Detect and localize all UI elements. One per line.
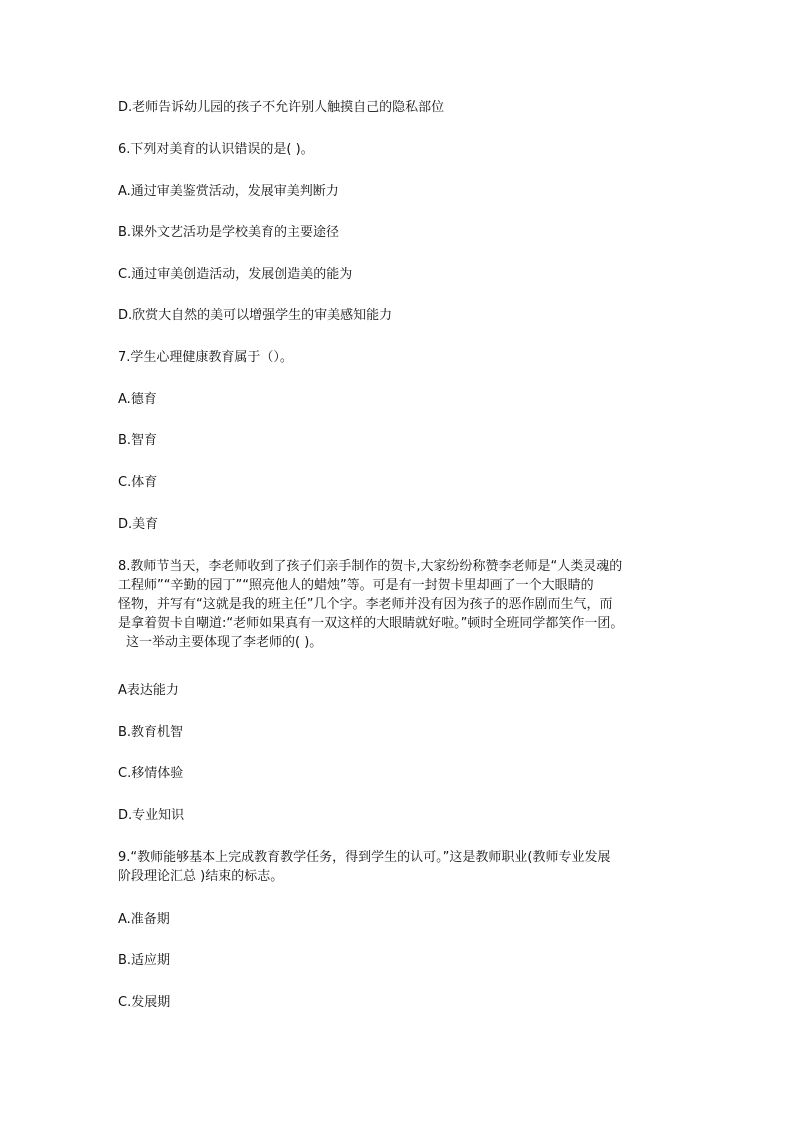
q6-option-a: A.通过审美鉴赏活动，发展审美判断力 [118, 184, 339, 199]
q7-option-c: C.体育 [118, 475, 158, 490]
q7-option-b: B.智育 [118, 433, 158, 448]
q6-option-d: D.欣赏大自然的美可以增强学生的审美感知能力 [118, 308, 393, 323]
q9-stem-line: 9.“教师能够基本上完成教育教学任务，得到学生的认可。”这是教师职业(教师专业发展 [118, 850, 611, 865]
q8-option-c: C.移情体验 [118, 766, 184, 781]
q6-option-c: C.通过审美创造活动，发展创造美的能为 [118, 267, 353, 282]
q8-option-d: D.专业知识 [118, 808, 185, 823]
q7-stem: 7.学生心理健康教育属于（）。 [118, 350, 293, 365]
q8-option-a: A表达能力 [118, 683, 179, 698]
q8-stem-line: 8.教师节当天，李老师收到了孩子们亲手制作的贺卡,大家纷纷称赞李老师是“人类灵魂的 [118, 559, 623, 574]
q6-stem: 6.下列对美育的认识错误的是( )。 [118, 142, 314, 157]
q8-option-b: B.教育机智 [118, 725, 184, 740]
q6-option-b: B.课外文艺活功是学校美育的主要途径 [118, 225, 340, 240]
q9-stem-line: 阶段理论汇总 )结束的标志。 [118, 869, 284, 884]
q9-option-b: B.适应期 [118, 953, 171, 968]
q7-option-a: A.德育 [118, 392, 157, 407]
q7-option-d: D.美育 [118, 517, 159, 532]
q8-stem-line: 是拿着贺卡自嘲道:“老师如果真有一双这样的大眼睛就好啦。”顿时全班同学都笑作一团。 [118, 616, 624, 631]
q8-stem-line: 这一举动主要体现了李老师的( )。 [126, 635, 323, 650]
q9-option-a: A.准备期 [118, 912, 170, 927]
q8-stem [118, 557, 688, 652]
q9-option-c: C.发展期 [118, 995, 171, 1010]
q8-stem-line: 工程师”“辛勤的园丁”“照亮他人的蜡烛”等。可是有一封贺卡里却画了一个大眼睛的 [118, 578, 594, 593]
q8-stem-line: 怪物，并写有“这就是我的班主任”几个字。李老师并没有因为孩子的恶作剧而生气，而 [118, 597, 613, 612]
q5-option-d: D.老师告诉幼儿园的孩子不允许别人触摸自己的隐私部位 [118, 100, 445, 115]
q9-stem [118, 848, 688, 886]
